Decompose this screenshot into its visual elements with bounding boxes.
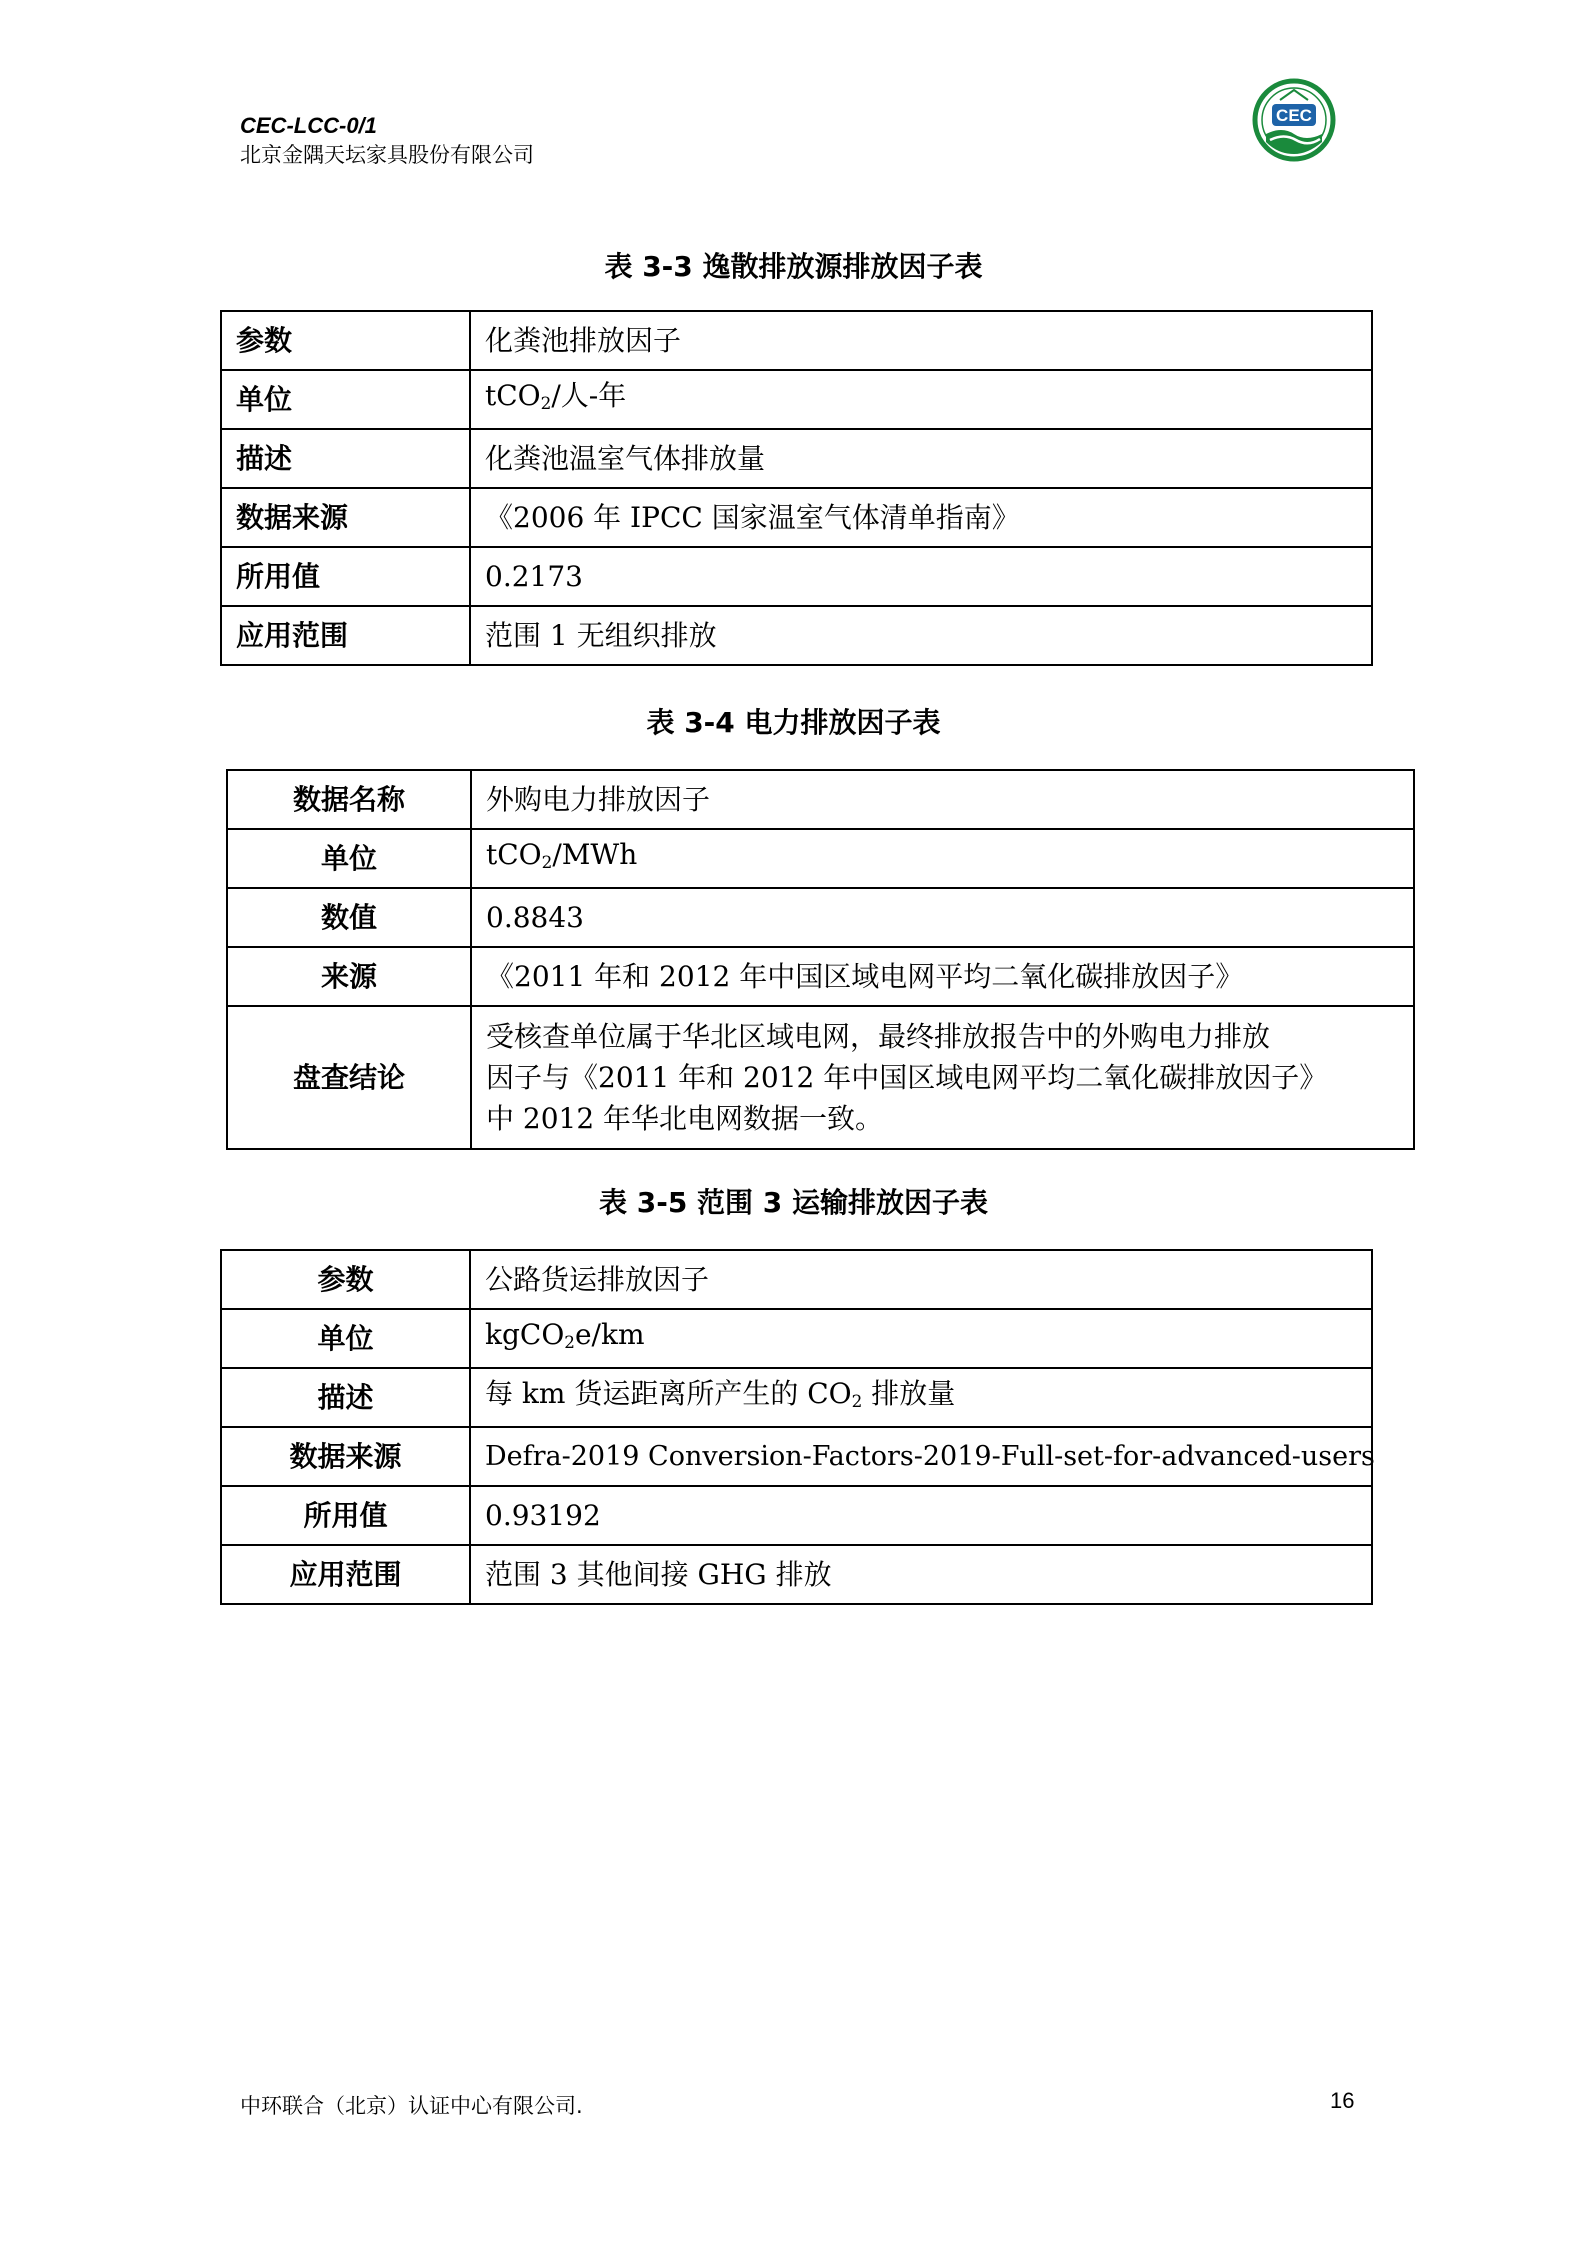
table-row	[227, 947, 1414, 1006]
document-code: CEC-LCC-0/1	[240, 113, 377, 138]
row-label: 数据名称	[227, 770, 471, 829]
table-row	[227, 770, 1414, 829]
row-label: 数值	[227, 888, 471, 947]
row-value: 《2006 年 IPCC 国家温室气体清单指南》	[470, 488, 1372, 547]
row-value: 外购电力排放因子	[471, 770, 1414, 829]
footer-org: 中环联合（北京）认证中心有限公司.	[240, 2094, 583, 2118]
table-3-5-caption: 表 3-5 范围 3 运输排放因子表	[598, 1186, 989, 1219]
table-row	[221, 1486, 1372, 1545]
company-name: 北京金隅天坛家具股份有限公司	[240, 143, 534, 167]
table-3-3-caption: 表 3-3 逸散排放源排放因子表	[604, 250, 983, 283]
logo-text: CEC	[1276, 106, 1312, 125]
row-value: 范围 1 无组织排放	[470, 606, 1372, 665]
table-row	[221, 547, 1372, 606]
row-value: 0.8843	[471, 888, 1414, 947]
row-label: 单位	[221, 370, 470, 429]
table-3-5	[220, 1249, 1373, 1605]
table-row	[221, 606, 1372, 665]
row-value: tCO$_2$/MWh	[471, 829, 1414, 888]
row-value: 公路货运排放因子	[470, 1250, 1372, 1309]
table-row	[221, 488, 1372, 547]
row-value: 《2011 年和 2012 年中国区域电网平均二氧化碳排放因子》	[471, 947, 1414, 1006]
row-label: 参数	[221, 1250, 470, 1309]
table-row	[221, 1368, 1372, 1427]
conclusion-line: 受核查单位属于华北区域电网，最终排放报告中的外购电力排放	[486, 1020, 1271, 1053]
row-value: 化粪池温室气体排放量	[470, 429, 1372, 488]
table-row	[221, 429, 1372, 488]
conclusion-line: 因子与《2011 年和 2012 年中国区域电网平均二氧化碳排放因子》	[486, 1061, 1328, 1094]
table-row	[221, 370, 1372, 429]
table-row	[221, 1545, 1372, 1604]
table-row	[221, 1309, 1372, 1368]
row-value: 0.93192	[470, 1486, 1372, 1545]
cec-logo	[1252, 76, 1336, 164]
row-label: 数据来源	[221, 488, 470, 547]
row-value: 化粪池排放因子	[470, 311, 1372, 370]
row-value: tCO$_2$/人-年	[470, 370, 1372, 429]
table-row	[221, 1250, 1372, 1309]
row-label: 所用值	[221, 1486, 470, 1545]
conclusion-line: 中 2012 年华北电网数据一致。	[486, 1102, 884, 1135]
table-row	[221, 311, 1372, 370]
row-value	[471, 1006, 1414, 1149]
table-row	[227, 888, 1414, 947]
row-label: 来源	[227, 947, 471, 1006]
page-header	[240, 112, 534, 170]
table-row	[221, 1427, 1372, 1486]
row-label: 数据来源	[221, 1427, 470, 1486]
row-value: kgCO$_2$e/km	[470, 1309, 1372, 1368]
row-label: 参数	[221, 311, 470, 370]
table-row	[227, 829, 1414, 888]
row-value: Defra-2019 Conversion-Factors-2019-Full-set-for-advanced-users	[470, 1427, 1372, 1486]
row-label: 描述	[221, 429, 470, 488]
row-label: 所用值	[221, 547, 470, 606]
table-row	[227, 1006, 1414, 1149]
row-label: 描述	[221, 1368, 470, 1427]
row-label: 应用范围	[221, 1545, 470, 1604]
row-label: 单位	[227, 829, 471, 888]
row-label: 应用范围	[221, 606, 470, 665]
table-3-4-caption: 表 3-4 电力排放因子表	[646, 706, 941, 739]
table-3-4	[226, 769, 1415, 1150]
row-value: 范围 3 其他间接 GHG 排放	[470, 1545, 1372, 1604]
page-number: 16	[1330, 2088, 1355, 2113]
row-label: 盘查结论	[227, 1006, 471, 1149]
row-value: 0.2173	[470, 547, 1372, 606]
table-3-3	[220, 310, 1373, 666]
row-value: 每 km 货运距离所产生的 $CO_2$ 排放量	[470, 1368, 1372, 1427]
row-label: 单位	[221, 1309, 470, 1368]
